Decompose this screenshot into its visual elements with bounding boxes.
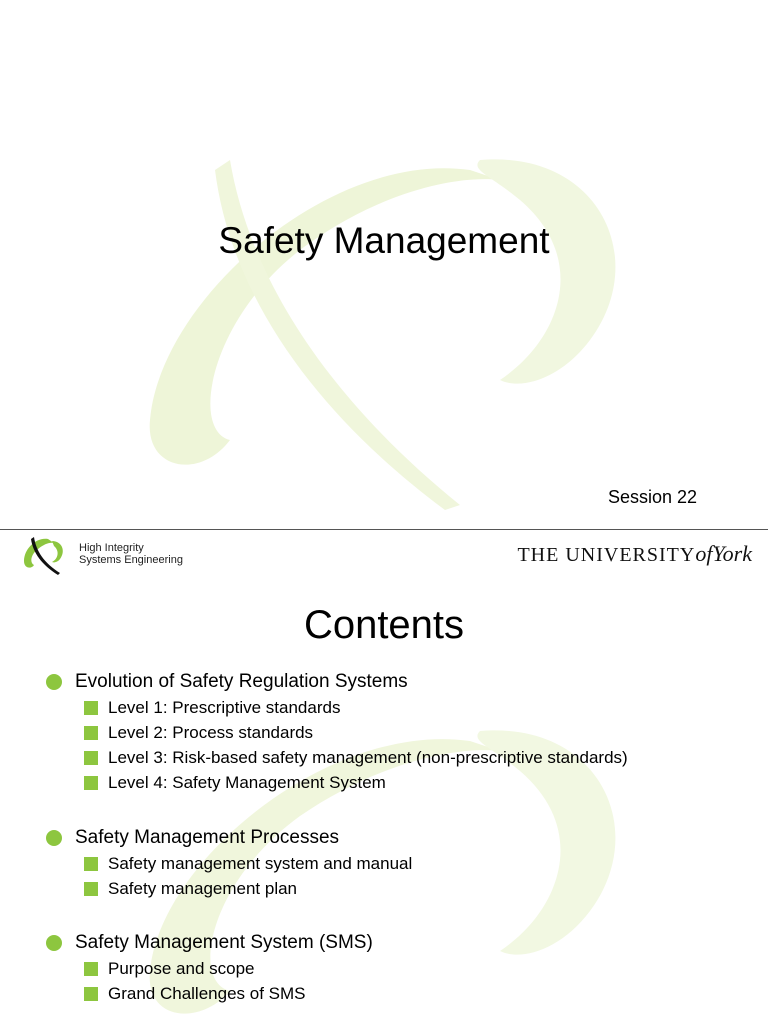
slide-title: Safety Management (218, 220, 550, 261)
bullet-dot (46, 935, 62, 951)
section-heading (46, 669, 628, 695)
list-item-label: Level 2: Process standards (108, 722, 314, 742)
york-of: of (695, 541, 713, 566)
york-university: UNIVERSITY (565, 544, 696, 566)
section-heading (46, 825, 412, 851)
section-label: Evolution of Safety Regulation Systems (75, 671, 408, 692)
slide-divider (0, 529, 768, 530)
list-item (84, 851, 412, 876)
university-of-york-logo (517, 541, 752, 567)
contents-title: Contents (303, 603, 465, 647)
contents-slide (0, 531, 768, 1024)
section-label: Safety Management Processes (75, 827, 340, 848)
bullet-dot (46, 674, 62, 690)
bullet-square (84, 882, 98, 896)
hise-swirl-logo (18, 531, 78, 577)
list-item (84, 876, 412, 901)
york-the: THE (517, 544, 560, 566)
bullet-square (84, 726, 98, 740)
bullet-square (84, 751, 98, 765)
list-item-label: Level 3: Risk-based safety management (non-prescriptive standards) (108, 747, 628, 767)
list-item (84, 720, 628, 745)
section-processes (46, 825, 412, 901)
list-item-label: Level 4: Safety Management System (108, 772, 386, 792)
york-york: York (712, 541, 752, 566)
hise-name (79, 542, 183, 566)
list-item (84, 745, 628, 770)
list-item-label: Grand Challenges of SMS (108, 983, 306, 1003)
section-sms (46, 930, 373, 1006)
bullet-dot (46, 830, 62, 846)
section-evolution (46, 669, 628, 795)
list-item (84, 695, 628, 720)
list-item-label: Level 1: Prescriptive standards (108, 697, 341, 717)
session-label: Session 22 (608, 487, 698, 507)
bullet-square (84, 776, 98, 790)
hise-line1: High Integrity (79, 542, 144, 554)
hise-line2: Systems Engineering (79, 554, 183, 566)
bullet-square (84, 857, 98, 871)
section-label: Safety Management System (SMS) (75, 932, 373, 953)
list-item-label: Safety management system and manual (108, 853, 413, 873)
list-item-label: Safety management plan (108, 878, 298, 898)
section-heading (46, 930, 373, 956)
bullet-square (84, 987, 98, 1001)
bullet-square (84, 701, 98, 715)
list-item (84, 981, 373, 1006)
list-item (84, 956, 373, 981)
bullet-square (84, 962, 98, 976)
list-item (84, 770, 628, 795)
list-item-label: Purpose and scope (108, 958, 255, 978)
